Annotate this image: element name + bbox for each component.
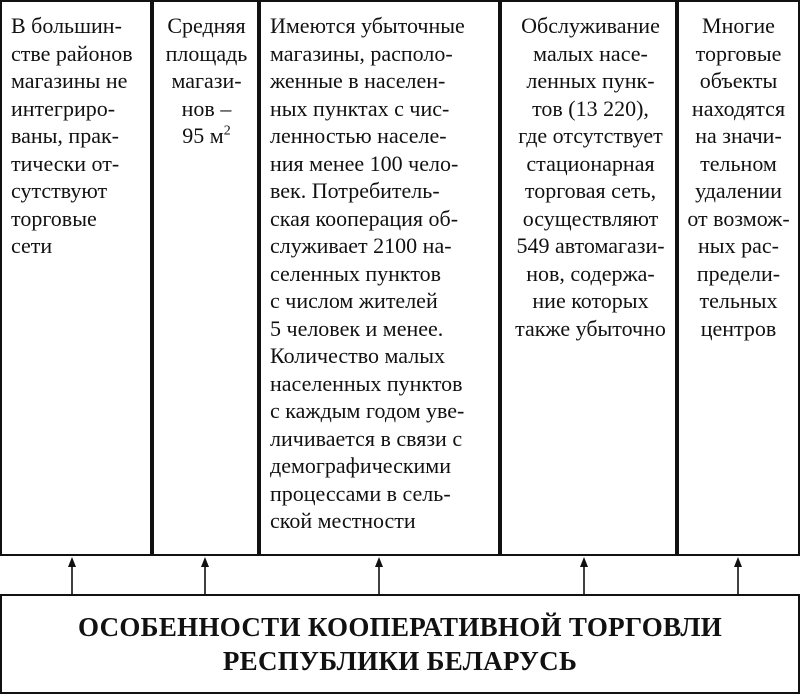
store-area-text: Средняя площадь магази- нов – 95 м bbox=[165, 13, 248, 148]
feature-box-mobile-shops bbox=[500, 0, 677, 556]
feature-text-unprofitable-stores: Имеются убыточные магазины, располо- женные в населен- ных пунктах с чис- ленностью населе- ния менее 100 чело- век. Потребитель- ская кооперация об- служивает 2100 на- селенных пунктов с числом жителей 5 человек и менее. Количество малых населенных пунктов с каждым годом уве- личивается в связи с демографическими процессами в сель- ской местности bbox=[270, 13, 465, 533]
feature-text-integration: В большин- стве районов магазины не интегриро- ваны, прак- тически от- сутствуют торговые сети bbox=[11, 13, 133, 258]
main-title-line-2: РЕСПУБЛИКИ БЕЛАРУСЬ bbox=[222, 646, 578, 676]
feature-box-store-area bbox=[152, 0, 259, 556]
feature-text-distribution-distance: Многие торговые объекты находятся на значи- тельном удалении от возмож- ных рас- предели- тельных центров bbox=[687, 13, 790, 341]
arrow-to-box-3 bbox=[375, 557, 383, 594]
main-title-line-1: ОСОБЕННОСТИ КООПЕРАТИВНОЙ ТОРГОВЛИ bbox=[77, 612, 723, 642]
store-area-superscript: 2 bbox=[223, 123, 231, 139]
feature-box-distribution-distance bbox=[677, 0, 800, 556]
main-title-box bbox=[0, 594, 800, 694]
feature-box-integration bbox=[0, 0, 152, 556]
feature-box-unprofitable-stores bbox=[259, 0, 500, 556]
connector-arrows bbox=[0, 556, 800, 594]
feature-text-store-area bbox=[160, 12, 253, 150]
arrow-to-box-1 bbox=[68, 557, 76, 594]
arrow-to-box-2 bbox=[201, 557, 209, 594]
arrow-to-box-5 bbox=[734, 557, 742, 594]
arrow-to-box-4 bbox=[580, 557, 588, 594]
feature-text-mobile-shops: Обслуживание малых насе- ленных пунк- тов (13 220), где отсутствует стационарная торговая сеть, осуществляют 549 автомагази- нов, содержа- ние которых также убыточно bbox=[515, 13, 666, 341]
